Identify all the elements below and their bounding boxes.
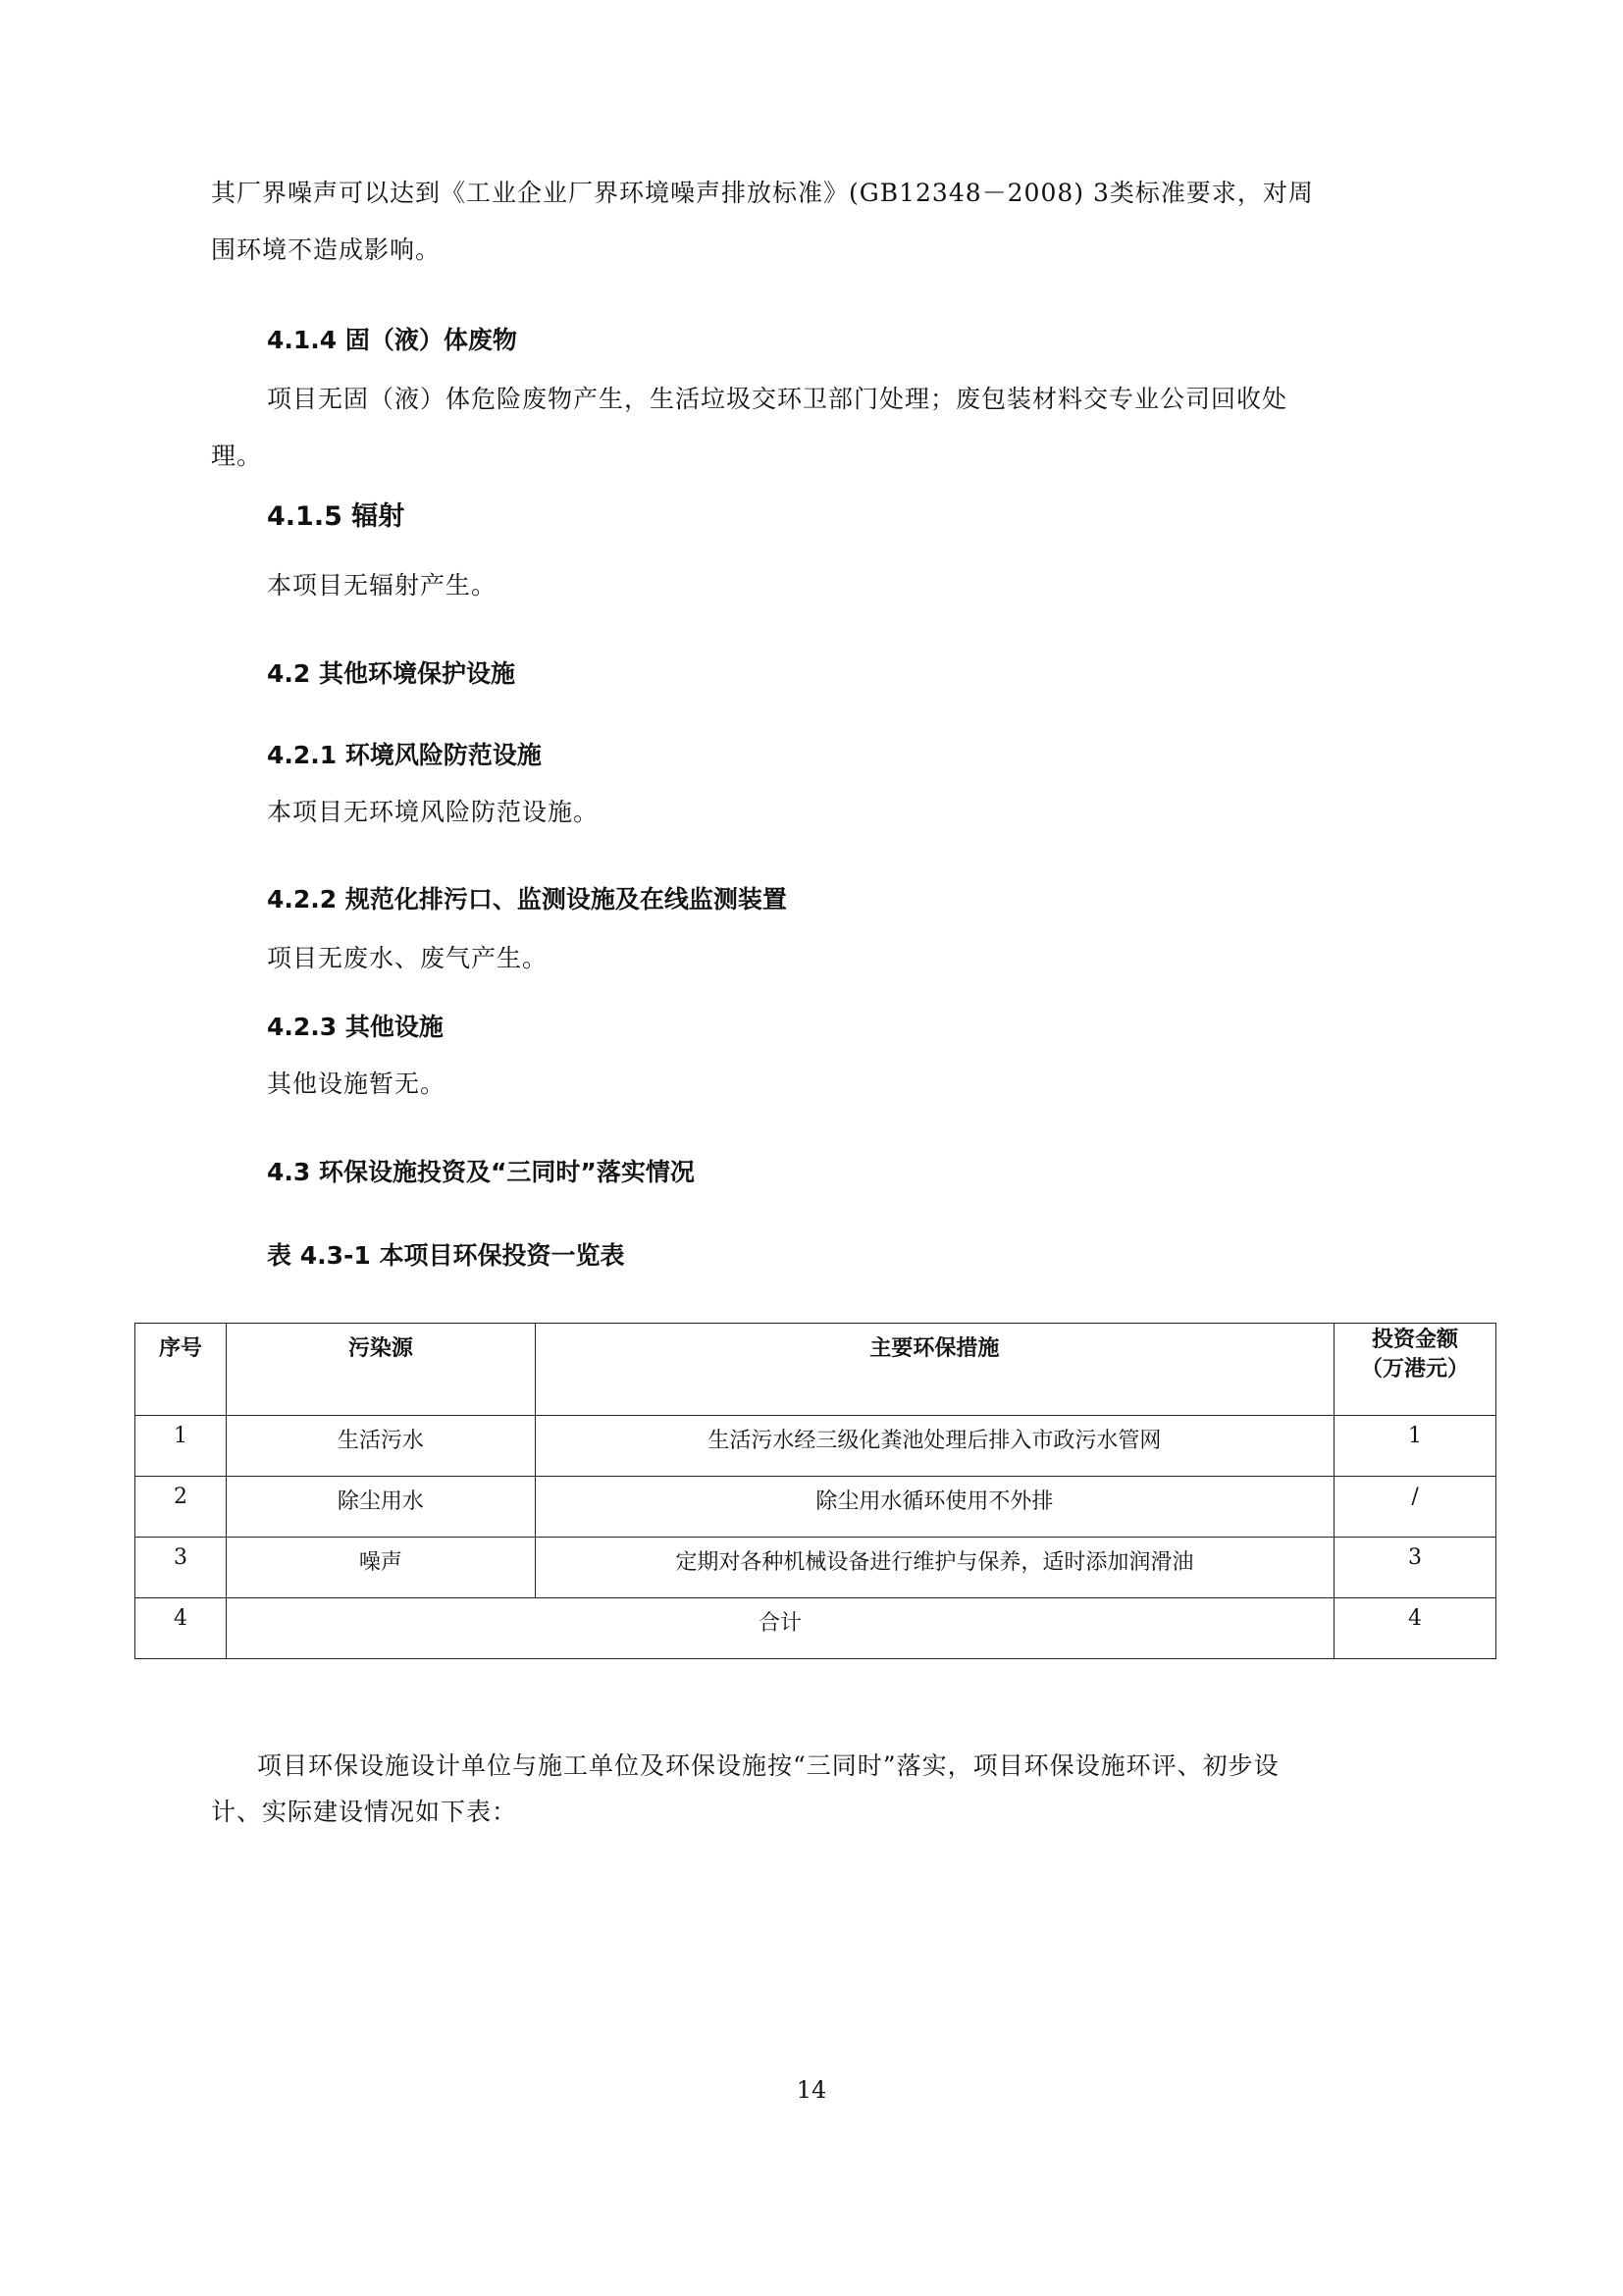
paragraph-line: 项目环保设施设计单位与施工单位及环保设施按“三同时”落实，项目环保设施环评、初步设 (257, 1751, 1280, 1780)
header-text: （万港元） (1361, 1357, 1470, 1382)
table-total-row (135, 1598, 1496, 1659)
total-label: 合计 (226, 1598, 1334, 1659)
paragraph-line: 其厂界噪声可以达到《工业企业厂界环境噪声排放标准》(GB12348－2008) 3类标准要求，对周 (211, 179, 1314, 207)
section-heading-4-2-2: 4.2.2 规范化排污口、监测设施及在线监测装置 (267, 885, 787, 913)
header-cell: 污染源 (226, 1324, 535, 1416)
paragraph-line: 计、实际建设情况如下表： (211, 1798, 518, 1826)
section-heading-4-2-1: 4.2.1 环境风险防范设施 (267, 741, 542, 769)
table-cell: 生活污水经三级化粪池处理后排入市政污水管网 (535, 1416, 1334, 1477)
table-cell: 除尘用水循环使用不外排 (535, 1477, 1334, 1538)
table-cell: 2 (135, 1477, 227, 1538)
table-cell: 生活污水 (226, 1416, 535, 1477)
total-value: 4 (1335, 1598, 1496, 1659)
table-cell: 噪声 (226, 1538, 535, 1598)
table-cell: 1 (1335, 1416, 1496, 1477)
paragraph-line: 围环境不造成影响。 (211, 235, 442, 264)
section-heading-4-3: 4.3 环保设施投资及“三同时”落实情况 (267, 1158, 695, 1186)
paragraph-line: 其他设施暂无。 (267, 1070, 446, 1098)
table-cell: 除尘用水 (226, 1477, 535, 1538)
paragraph-line: 理。 (211, 442, 263, 470)
table-caption: 表 4.3-1 本项目环保投资一览表 (267, 1241, 625, 1270)
page-number: 14 (796, 2076, 827, 2104)
section-heading-4-1-5: 4.1.5 辐射 (267, 501, 405, 532)
table-row (135, 1416, 1496, 1477)
header-cell: 序号 (135, 1324, 227, 1416)
paragraph-line: 本项目无环境风险防范设施。 (267, 798, 600, 826)
paragraph-line: 项目无固（液）体危险废物产生，生活垃圾交环卫部门处理；废包装材料交专业公司回收处 (267, 385, 1288, 413)
section-heading-4-1-4: 4.1.4 固（液）体废物 (267, 326, 517, 354)
header-cell (1335, 1324, 1496, 1416)
paragraph-line: 本项目无辐射产生。 (267, 571, 497, 600)
section-heading-4-2-3: 4.2.3 其他设施 (267, 1013, 444, 1041)
table-row (135, 1477, 1496, 1538)
investment-table (134, 1323, 1496, 1659)
paragraph-line: 项目无废水、废气产生。 (267, 944, 549, 972)
section-heading-4-2: 4.2 其他环境保护设施 (267, 659, 515, 688)
table-cell: 4 (135, 1598, 227, 1659)
header-text: 投资金额 (1372, 1328, 1459, 1352)
table-cell: 1 (135, 1416, 227, 1477)
table-row (135, 1538, 1496, 1598)
table-header-row (135, 1324, 1496, 1416)
table-cell: 3 (1335, 1538, 1496, 1598)
header-cell: 主要环保措施 (535, 1324, 1334, 1416)
table-cell: 3 (135, 1538, 227, 1598)
table-cell: / (1335, 1477, 1496, 1538)
table-cell: 定期对各种机械设备进行维护与保养，适时添加润滑油 (535, 1538, 1334, 1598)
